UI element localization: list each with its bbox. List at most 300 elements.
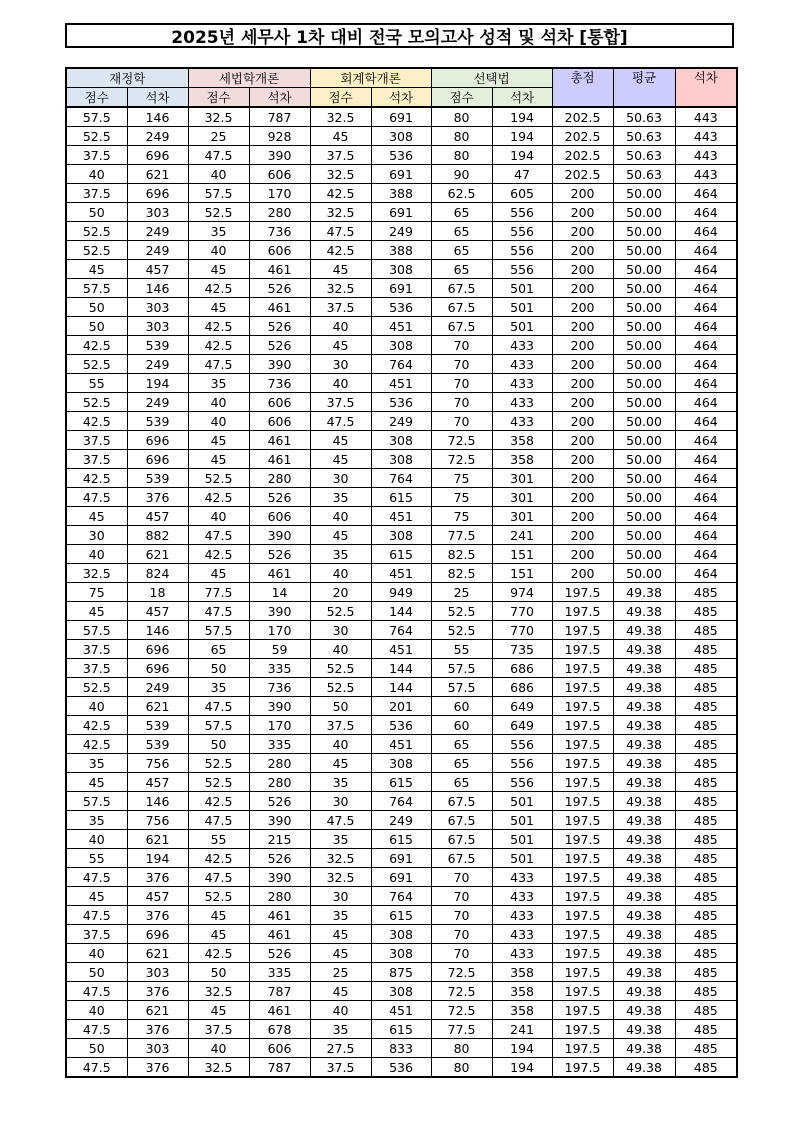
- cell-accounting-score: 37.5: [310, 298, 371, 317]
- cell-elective-rank: 151: [492, 564, 552, 583]
- cell-elective-rank: 649: [492, 716, 552, 735]
- cell-accounting-score: 35: [310, 906, 371, 925]
- cell-accounting-score: 42.5: [310, 184, 371, 203]
- cell-elective-score: 75: [431, 507, 492, 526]
- cell-accounting-score: 40: [310, 1001, 371, 1020]
- cell-average-score: 49.38: [613, 963, 675, 982]
- cell-accounting-rank: 308: [371, 336, 431, 355]
- cell-elective-score: 72.5: [431, 450, 492, 469]
- cell-accounting-rank: 764: [371, 621, 431, 640]
- cell-accounting-rank: 388: [371, 184, 431, 203]
- cell-accounting-score: 32.5: [310, 868, 371, 887]
- cell-elective-rank: 433: [492, 412, 552, 431]
- cell-total-score: 197.5: [552, 697, 613, 716]
- cell-average-score: 49.38: [613, 1039, 675, 1058]
- table-row: [66, 887, 737, 906]
- table-row: [66, 127, 737, 146]
- cell-finance-rank: 696: [127, 925, 188, 944]
- cell-accounting-rank: 764: [371, 792, 431, 811]
- cell-total-score: 197.5: [552, 830, 613, 849]
- cell-average-score: 50.00: [613, 241, 675, 260]
- cell-tax-law-score: 37.5: [188, 1020, 249, 1039]
- cell-elective-rank: 556: [492, 260, 552, 279]
- cell-finance-score: 37.5: [66, 640, 127, 659]
- cell-accounting-rank: 451: [371, 564, 431, 583]
- cell-finance-rank: 303: [127, 203, 188, 222]
- cell-tax-law-rank: 461: [249, 564, 310, 583]
- cell-tax-law-rank: 606: [249, 241, 310, 260]
- cell-total-score: 197.5: [552, 773, 613, 792]
- cell-elective-rank: 735: [492, 640, 552, 659]
- cell-overall-rank: 485: [675, 1058, 737, 1078]
- cell-overall-rank: 485: [675, 678, 737, 697]
- cell-finance-rank: 146: [127, 279, 188, 298]
- cell-tax-law-rank: 787: [249, 107, 310, 127]
- cell-tax-law-score: 50: [188, 659, 249, 678]
- cell-average-score: 49.38: [613, 716, 675, 735]
- cell-tax-law-score: 65: [188, 640, 249, 659]
- cell-total-score: 197.5: [552, 659, 613, 678]
- cell-accounting-rank: 536: [371, 1058, 431, 1078]
- cell-accounting-score: 32.5: [310, 203, 371, 222]
- cell-total-score: 202.5: [552, 146, 613, 165]
- cell-overall-rank: 485: [675, 811, 737, 830]
- cell-elective-rank: 501: [492, 792, 552, 811]
- cell-tax-law-rank: 335: [249, 659, 310, 678]
- cell-tax-law-score: 47.5: [188, 697, 249, 716]
- cell-tax-law-rank: 461: [249, 1001, 310, 1020]
- table-row: [66, 621, 737, 640]
- cell-finance-rank: 539: [127, 716, 188, 735]
- cell-elective-rank: 556: [492, 203, 552, 222]
- cell-finance-rank: 303: [127, 1039, 188, 1058]
- table-row: [66, 469, 737, 488]
- cell-overall-rank: 464: [675, 374, 737, 393]
- header-subrank: 석차: [127, 88, 188, 108]
- cell-elective-score: 70: [431, 355, 492, 374]
- cell-elective-score: 70: [431, 393, 492, 412]
- cell-accounting-rank: 833: [371, 1039, 431, 1058]
- header-subject-accounting: 회계학개론: [310, 68, 431, 88]
- cell-accounting-rank: 691: [371, 279, 431, 298]
- cell-accounting-score: 45: [310, 336, 371, 355]
- cell-tax-law-rank: 736: [249, 374, 310, 393]
- cell-elective-rank: 358: [492, 963, 552, 982]
- cell-accounting-rank: 764: [371, 469, 431, 488]
- cell-tax-law-rank: 787: [249, 982, 310, 1001]
- cell-total-score: 200: [552, 412, 613, 431]
- cell-accounting-rank: 615: [371, 830, 431, 849]
- table-row: [66, 944, 737, 963]
- cell-elective-score: 65: [431, 260, 492, 279]
- cell-accounting-rank: 451: [371, 640, 431, 659]
- cell-overall-rank: 485: [675, 849, 737, 868]
- cell-finance-score: 35: [66, 754, 127, 773]
- cell-finance-rank: 457: [127, 507, 188, 526]
- cell-finance-score: 45: [66, 887, 127, 906]
- cell-finance-score: 47.5: [66, 1058, 127, 1078]
- cell-elective-rank: 194: [492, 107, 552, 127]
- cell-accounting-score: 30: [310, 621, 371, 640]
- cell-elective-score: 80: [431, 1058, 492, 1078]
- cell-elective-rank: 686: [492, 659, 552, 678]
- cell-elective-rank: 501: [492, 811, 552, 830]
- cell-elective-score: 65: [431, 203, 492, 222]
- cell-average-score: 49.38: [613, 887, 675, 906]
- cell-elective-score: 72.5: [431, 963, 492, 982]
- cell-finance-score: 52.5: [66, 678, 127, 697]
- cell-overall-rank: 485: [675, 1001, 737, 1020]
- cell-average-score: 50.00: [613, 260, 675, 279]
- cell-tax-law-score: 42.5: [188, 488, 249, 507]
- table-row: [66, 1039, 737, 1058]
- cell-finance-rank: 146: [127, 792, 188, 811]
- cell-total-score: 197.5: [552, 602, 613, 621]
- cell-accounting-score: 45: [310, 944, 371, 963]
- cell-tax-law-rank: 928: [249, 127, 310, 146]
- cell-accounting-rank: 308: [371, 431, 431, 450]
- cell-finance-score: 47.5: [66, 906, 127, 925]
- cell-accounting-score: 40: [310, 317, 371, 336]
- table-row: [66, 906, 737, 925]
- cell-accounting-rank: 615: [371, 1020, 431, 1039]
- cell-tax-law-score: 77.5: [188, 583, 249, 602]
- cell-accounting-score: 35: [310, 488, 371, 507]
- cell-finance-score: 45: [66, 773, 127, 792]
- cell-elective-score: 67.5: [431, 830, 492, 849]
- table-row: [66, 678, 737, 697]
- cell-finance-score: 52.5: [66, 355, 127, 374]
- cell-elective-rank: 241: [492, 526, 552, 545]
- cell-elective-rank: 556: [492, 754, 552, 773]
- cell-accounting-rank: 388: [371, 241, 431, 260]
- cell-tax-law-rank: 787: [249, 1058, 310, 1078]
- cell-elective-score: 70: [431, 868, 492, 887]
- cell-accounting-rank: 308: [371, 944, 431, 963]
- table-row: [66, 298, 737, 317]
- cell-accounting-rank: 691: [371, 868, 431, 887]
- cell-tax-law-rank: 280: [249, 773, 310, 792]
- cell-finance-score: 50: [66, 1039, 127, 1058]
- cell-total-score: 200: [552, 279, 613, 298]
- cell-tax-law-score: 40: [188, 241, 249, 260]
- cell-overall-rank: 443: [675, 107, 737, 127]
- cell-elective-score: 70: [431, 412, 492, 431]
- cell-finance-rank: 696: [127, 640, 188, 659]
- header-rank: 석차: [675, 68, 737, 107]
- cell-overall-rank: 485: [675, 640, 737, 659]
- cell-finance-score: 42.5: [66, 336, 127, 355]
- cell-finance-score: 55: [66, 849, 127, 868]
- cell-total-score: 200: [552, 431, 613, 450]
- cell-finance-score: 42.5: [66, 716, 127, 735]
- cell-elective-rank: 605: [492, 184, 552, 203]
- cell-elective-rank: 501: [492, 830, 552, 849]
- cell-tax-law-score: 42.5: [188, 944, 249, 963]
- cell-elective-score: 70: [431, 374, 492, 393]
- table-row: [66, 355, 737, 374]
- cell-average-score: 50.00: [613, 488, 675, 507]
- cell-tax-law-rank: 390: [249, 697, 310, 716]
- cell-finance-score: 37.5: [66, 659, 127, 678]
- cell-total-score: 197.5: [552, 944, 613, 963]
- cell-overall-rank: 485: [675, 792, 737, 811]
- cell-tax-law-rank: 526: [249, 849, 310, 868]
- cell-average-score: 50.00: [613, 374, 675, 393]
- cell-average-score: 49.38: [613, 830, 675, 849]
- cell-total-score: 197.5: [552, 868, 613, 887]
- cell-overall-rank: 485: [675, 659, 737, 678]
- cell-average-score: 50.00: [613, 412, 675, 431]
- cell-finance-rank: 146: [127, 621, 188, 640]
- table-row: [66, 564, 737, 583]
- cell-tax-law-score: 52.5: [188, 469, 249, 488]
- cell-elective-score: 70: [431, 906, 492, 925]
- cell-tax-law-rank: 280: [249, 469, 310, 488]
- cell-tax-law-rank: 526: [249, 317, 310, 336]
- cell-finance-rank: 621: [127, 697, 188, 716]
- table-row: [66, 849, 737, 868]
- cell-tax-law-score: 47.5: [188, 526, 249, 545]
- cell-average-score: 49.38: [613, 982, 675, 1001]
- cell-tax-law-rank: 461: [249, 906, 310, 925]
- cell-finance-rank: 249: [127, 127, 188, 146]
- header-subject-tax-law: 세법학개론: [188, 68, 310, 88]
- cell-elective-rank: 194: [492, 127, 552, 146]
- cell-finance-score: 57.5: [66, 621, 127, 640]
- cell-accounting-score: 42.5: [310, 241, 371, 260]
- cell-accounting-score: 35: [310, 1020, 371, 1039]
- cell-finance-score: 45: [66, 507, 127, 526]
- cell-total-score: 197.5: [552, 849, 613, 868]
- cell-finance-score: 30: [66, 526, 127, 545]
- cell-tax-law-score: 52.5: [188, 203, 249, 222]
- cell-accounting-score: 45: [310, 925, 371, 944]
- cell-finance-score: 55: [66, 374, 127, 393]
- cell-tax-law-score: 47.5: [188, 811, 249, 830]
- cell-tax-law-rank: 606: [249, 1039, 310, 1058]
- cell-total-score: 200: [552, 241, 613, 260]
- cell-total-score: 200: [552, 545, 613, 564]
- cell-overall-rank: 485: [675, 925, 737, 944]
- cell-tax-law-score: 52.5: [188, 754, 249, 773]
- cell-tax-law-score: 45: [188, 260, 249, 279]
- cell-tax-law-rank: 14: [249, 583, 310, 602]
- cell-finance-rank: 539: [127, 735, 188, 754]
- table-row: [66, 602, 737, 621]
- cell-elective-rank: 358: [492, 431, 552, 450]
- cell-finance-rank: 539: [127, 412, 188, 431]
- cell-tax-law-rank: 335: [249, 963, 310, 982]
- cell-overall-rank: 485: [675, 906, 737, 925]
- cell-overall-rank: 485: [675, 773, 737, 792]
- cell-elective-score: 62.5: [431, 184, 492, 203]
- cell-accounting-rank: 249: [371, 412, 431, 431]
- cell-finance-score: 45: [66, 602, 127, 621]
- cell-overall-rank: 485: [675, 982, 737, 1001]
- cell-accounting-score: 37.5: [310, 1058, 371, 1078]
- cell-elective-rank: 649: [492, 697, 552, 716]
- cell-average-score: 49.38: [613, 678, 675, 697]
- cell-elective-score: 82.5: [431, 564, 492, 583]
- cell-accounting-score: 32.5: [310, 279, 371, 298]
- cell-accounting-rank: 451: [371, 735, 431, 754]
- cell-elective-rank: 770: [492, 621, 552, 640]
- table-row: [66, 184, 737, 203]
- cell-overall-rank: 485: [675, 754, 737, 773]
- cell-overall-rank: 464: [675, 431, 737, 450]
- cell-elective-score: 80: [431, 146, 492, 165]
- cell-elective-score: 75: [431, 488, 492, 507]
- cell-overall-rank: 485: [675, 583, 737, 602]
- cell-tax-law-score: 40: [188, 165, 249, 184]
- header-score: 점수: [188, 88, 249, 108]
- table-row: [66, 507, 737, 526]
- cell-accounting-rank: 691: [371, 849, 431, 868]
- table-row: [66, 450, 737, 469]
- cell-average-score: 50.00: [613, 507, 675, 526]
- cell-tax-law-score: 32.5: [188, 1058, 249, 1078]
- cell-finance-score: 52.5: [66, 393, 127, 412]
- cell-tax-law-score: 50: [188, 735, 249, 754]
- cell-accounting-rank: 615: [371, 488, 431, 507]
- cell-finance-score: 57.5: [66, 792, 127, 811]
- cell-average-score: 49.38: [613, 868, 675, 887]
- cell-finance-rank: 194: [127, 374, 188, 393]
- cell-accounting-score: 50: [310, 697, 371, 716]
- cell-overall-rank: 464: [675, 222, 737, 241]
- cell-accounting-rank: 764: [371, 355, 431, 374]
- cell-finance-rank: 249: [127, 678, 188, 697]
- cell-elective-score: 77.5: [431, 526, 492, 545]
- cell-accounting-score: 37.5: [310, 716, 371, 735]
- cell-finance-score: 52.5: [66, 241, 127, 260]
- cell-tax-law-rank: 461: [249, 298, 310, 317]
- cell-elective-score: 77.5: [431, 1020, 492, 1039]
- cell-average-score: 50.00: [613, 203, 675, 222]
- cell-finance-rank: 621: [127, 1001, 188, 1020]
- cell-finance-rank: 621: [127, 545, 188, 564]
- cell-accounting-score: 47.5: [310, 412, 371, 431]
- cell-elective-rank: 501: [492, 317, 552, 336]
- cell-accounting-score: 52.5: [310, 659, 371, 678]
- cell-elective-score: 60: [431, 716, 492, 735]
- cell-total-score: 202.5: [552, 107, 613, 127]
- cell-tax-law-score: 42.5: [188, 545, 249, 564]
- cell-average-score: 49.38: [613, 735, 675, 754]
- table-row: [66, 526, 737, 545]
- cell-tax-law-rank: 526: [249, 336, 310, 355]
- cell-accounting-score: 45: [310, 754, 371, 773]
- cell-average-score: 49.38: [613, 1020, 675, 1039]
- cell-tax-law-score: 47.5: [188, 146, 249, 165]
- cell-tax-law-rank: 390: [249, 355, 310, 374]
- cell-total-score: 197.5: [552, 716, 613, 735]
- cell-overall-rank: 464: [675, 526, 737, 545]
- cell-elective-rank: 194: [492, 1039, 552, 1058]
- cell-tax-law-rank: 215: [249, 830, 310, 849]
- cell-tax-law-rank: 390: [249, 811, 310, 830]
- cell-tax-law-rank: 461: [249, 260, 310, 279]
- cell-tax-law-score: 35: [188, 222, 249, 241]
- cell-finance-rank: 539: [127, 469, 188, 488]
- cell-average-score: 50.63: [613, 165, 675, 184]
- cell-accounting-score: 40: [310, 735, 371, 754]
- cell-total-score: 200: [552, 469, 613, 488]
- cell-elective-rank: 358: [492, 450, 552, 469]
- cell-tax-law-score: 40: [188, 507, 249, 526]
- cell-overall-rank: 464: [675, 317, 737, 336]
- cell-average-score: 49.38: [613, 602, 675, 621]
- cell-finance-rank: 621: [127, 830, 188, 849]
- cell-tax-law-rank: 280: [249, 887, 310, 906]
- cell-tax-law-rank: 678: [249, 1020, 310, 1039]
- cell-total-score: 197.5: [552, 735, 613, 754]
- cell-elective-score: 52.5: [431, 602, 492, 621]
- cell-tax-law-score: 45: [188, 450, 249, 469]
- table-row: [66, 1001, 737, 1020]
- cell-tax-law-score: 45: [188, 925, 249, 944]
- cell-tax-law-score: 42.5: [188, 792, 249, 811]
- cell-finance-score: 40: [66, 165, 127, 184]
- cell-elective-score: 55: [431, 640, 492, 659]
- cell-overall-rank: 464: [675, 412, 737, 431]
- cell-average-score: 49.38: [613, 906, 675, 925]
- cell-accounting-rank: 308: [371, 754, 431, 773]
- table-row: [66, 241, 737, 260]
- cell-finance-rank: 457: [127, 260, 188, 279]
- cell-finance-score: 47.5: [66, 982, 127, 1001]
- cell-total-score: 200: [552, 564, 613, 583]
- header-score: 점수: [310, 88, 371, 108]
- cell-finance-score: 50: [66, 298, 127, 317]
- cell-accounting-score: 52.5: [310, 678, 371, 697]
- cell-accounting-rank: 451: [371, 317, 431, 336]
- cell-average-score: 50.00: [613, 450, 675, 469]
- cell-total-score: 197.5: [552, 1039, 613, 1058]
- cell-finance-rank: 696: [127, 659, 188, 678]
- table-row: [66, 488, 737, 507]
- cell-tax-law-score: 25: [188, 127, 249, 146]
- cell-elective-score: 75: [431, 469, 492, 488]
- cell-finance-rank: 539: [127, 336, 188, 355]
- cell-tax-law-score: 47.5: [188, 355, 249, 374]
- table-row: [66, 659, 737, 678]
- cell-accounting-rank: 308: [371, 450, 431, 469]
- cell-tax-law-score: 42.5: [188, 317, 249, 336]
- cell-average-score: 49.38: [613, 659, 675, 678]
- cell-overall-rank: 464: [675, 241, 737, 260]
- cell-elective-score: 67.5: [431, 792, 492, 811]
- cell-accounting-score: 47.5: [310, 811, 371, 830]
- cell-tax-law-rank: 335: [249, 735, 310, 754]
- cell-elective-rank: 433: [492, 868, 552, 887]
- cell-average-score: 49.38: [613, 1001, 675, 1020]
- cell-elective-score: 80: [431, 127, 492, 146]
- cell-tax-law-score: 47.5: [188, 602, 249, 621]
- cell-elective-rank: 433: [492, 925, 552, 944]
- cell-finance-score: 37.5: [66, 146, 127, 165]
- cell-elective-score: 72.5: [431, 982, 492, 1001]
- cell-tax-law-score: 50: [188, 963, 249, 982]
- cell-tax-law-score: 32.5: [188, 982, 249, 1001]
- cell-accounting-rank: 615: [371, 545, 431, 564]
- cell-total-score: 197.5: [552, 963, 613, 982]
- cell-finance-score: 40: [66, 1001, 127, 1020]
- cell-accounting-score: 45: [310, 260, 371, 279]
- score-table: [65, 67, 738, 1078]
- cell-accounting-score: 32.5: [310, 107, 371, 127]
